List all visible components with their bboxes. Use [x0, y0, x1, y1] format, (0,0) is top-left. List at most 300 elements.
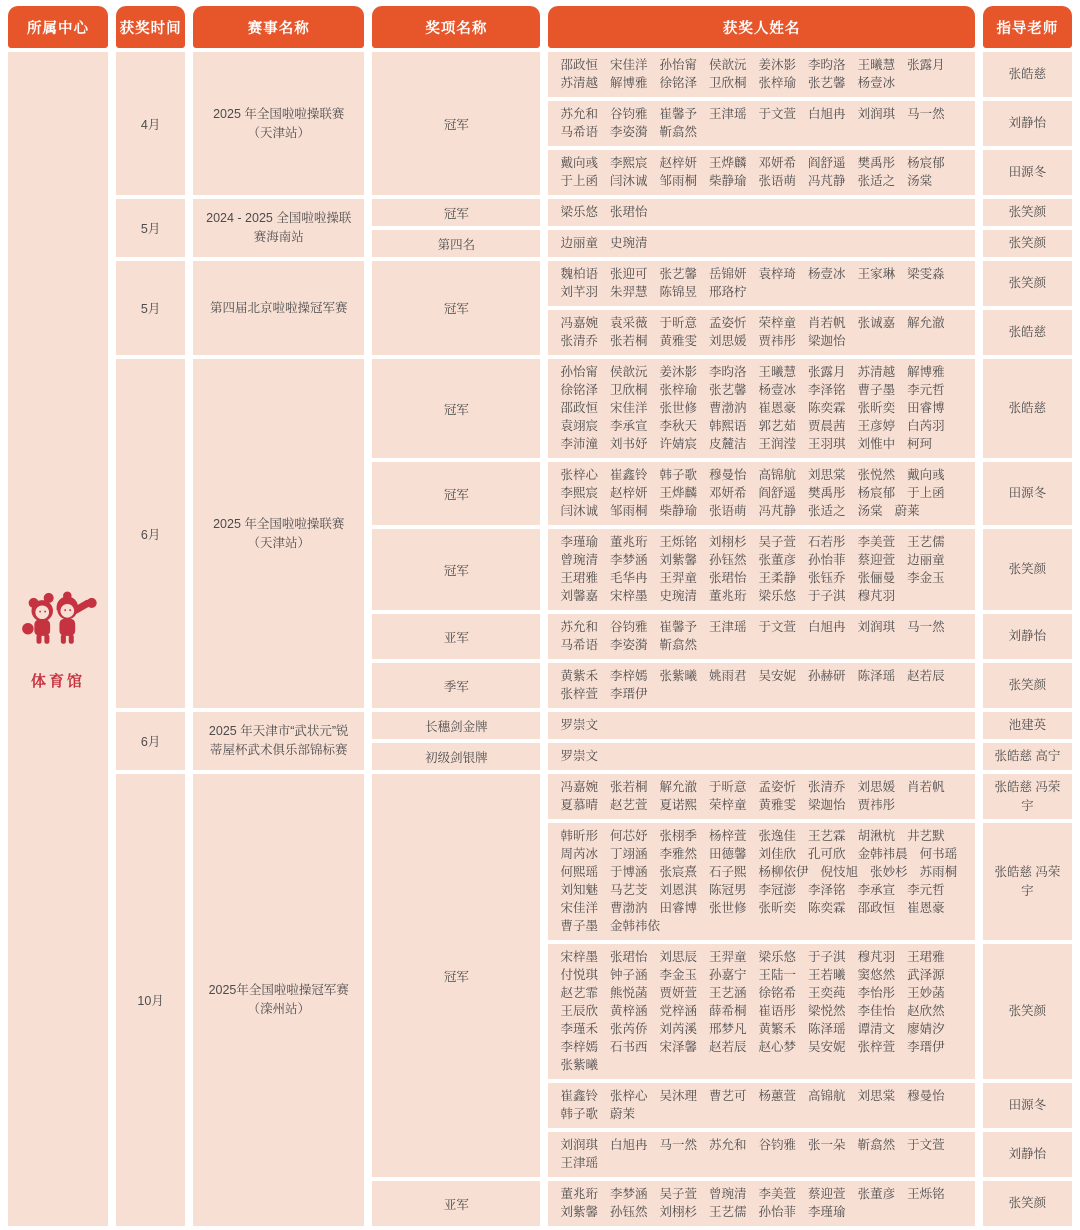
winner-name: 张世修 — [659, 401, 698, 415]
winner-name: 侯歆沅 — [709, 58, 747, 72]
results-table — [0, 2, 1080, 1230]
winner-name: 冯嘉婉 — [560, 780, 598, 794]
winner-name: 罗崇文 — [560, 718, 598, 732]
column-header-3: 赛事名称 — [193, 6, 364, 48]
winner-name: 于博涵 — [609, 865, 648, 879]
award-name-cell: 冠军 — [372, 261, 540, 355]
winner-name: 荣梓童 — [709, 798, 747, 812]
winner-name: 刘馨嘉 — [560, 589, 598, 603]
winner-name: 刘栩杉 — [659, 1205, 698, 1219]
winner-name: 李姿漪 — [609, 125, 648, 139]
winner-name: 王珺雅 — [560, 571, 598, 585]
winner-name: 付悦琪 — [560, 968, 598, 982]
winner-name: 魏柏语 — [560, 267, 598, 281]
teacher-cell: 刘静怡 — [983, 614, 1072, 659]
winner-name: 白芮羽 — [907, 419, 945, 433]
winner-name: 张悦然 — [857, 468, 896, 482]
winner-name: 徐铭泽 — [659, 76, 698, 90]
winner-name: 肖若帆 — [808, 316, 846, 330]
winner-names-cell — [548, 944, 974, 1079]
winner-name: 谷钧雅 — [609, 620, 648, 634]
winner-name: 卫欣桐 — [709, 76, 747, 90]
winner-name: 黄繁禾 — [758, 1022, 797, 1036]
winner-name: 孙嘉宁 — [709, 968, 747, 982]
winner-name: 梁乐悠 — [758, 950, 797, 964]
winner-name: 高锦航 — [758, 468, 797, 482]
winner-name: 王艺儒 — [907, 535, 945, 549]
winner-name: 田睿博 — [907, 401, 945, 415]
winner-name: 曹艺可 — [709, 1089, 747, 1103]
winner-name: 孟姿忻 — [758, 780, 797, 794]
winner-name: 张珺怡 — [609, 950, 648, 964]
winner-names-cell — [548, 199, 974, 226]
winner-name: 孙怡菲 — [758, 1205, 797, 1219]
award-name-cell: 季军 — [372, 663, 540, 708]
winner-name: 陈奕霖 — [808, 901, 846, 915]
winner-name: 于子淇 — [808, 950, 846, 964]
winner-name: 张昕奕 — [758, 901, 797, 915]
winner-name: 孙怡甯 — [659, 58, 698, 72]
winner-name: 王润滢 — [758, 437, 797, 451]
winner-name: 李梦涵 — [609, 1187, 648, 1201]
winner-name: 史琬清 — [659, 589, 698, 603]
winner-name: 王家琳 — [857, 267, 896, 281]
winner-name: 杨壹冰 — [857, 76, 896, 90]
winner-name: 李昀洛 — [709, 365, 747, 379]
award-name-cell: 初级剑银牌 — [372, 743, 540, 770]
winner-name: 刘芊羽 — [560, 285, 598, 299]
award-name-cell: 冠军 — [372, 462, 540, 525]
winner-name: 李美萱 — [758, 1187, 797, 1201]
winner-names-cell — [548, 1083, 974, 1128]
winner-name: 曹渤汭 — [709, 401, 747, 415]
winner-name: 侯歆沅 — [609, 365, 648, 379]
award-name-cell: 亚军 — [372, 614, 540, 659]
winner-name: 王津瑶 — [709, 620, 747, 634]
winner-name: 孔可欣 — [808, 847, 846, 861]
winner-name: 熊悦菡 — [609, 986, 648, 1000]
competition-name-cell: 2025 年天津市“武状元”锐蒂屋杯武术俱乐部锦标赛 — [193, 712, 364, 770]
winner-name: 张董彦 — [857, 1187, 896, 1201]
winner-name: 戴向彧 — [560, 156, 598, 170]
winner-name: 姜沐影 — [659, 365, 698, 379]
winner-name: 李元哲 — [907, 383, 945, 397]
winner-name: 张适之 — [808, 504, 846, 518]
winner-name: 王若曦 — [808, 968, 846, 982]
winner-name: 张紫曦 — [560, 1058, 598, 1072]
winner-name: 梁雯淼 — [907, 267, 945, 281]
winner-name: 王羽琪 — [808, 437, 846, 451]
winner-name: 李秋天 — [659, 419, 698, 433]
winner-name: 邵政恒 — [560, 58, 598, 72]
winner-name: 李承宣 — [609, 419, 648, 433]
table-row — [8, 199, 1072, 226]
winner-name: 李姿漪 — [609, 638, 648, 652]
winner-name: 王曦慧 — [758, 365, 797, 379]
teacher-cell: 张笑颜 — [983, 529, 1072, 610]
winner-name: 刘思棠 — [857, 1089, 896, 1103]
mascot-icon — [15, 587, 101, 662]
winner-names-cell — [548, 359, 974, 458]
winner-name: 胡湫杭 — [857, 829, 896, 843]
winner-name: 王烨麟 — [659, 486, 698, 500]
winner-name: 梁乐悠 — [758, 589, 797, 603]
award-time-cell: 5月 — [116, 261, 185, 355]
winner-name: 张露月 — [808, 365, 846, 379]
teacher-cell: 张皓慈 冯荣宇 — [983, 823, 1072, 940]
winner-name: 柯珂 — [907, 437, 933, 451]
winner-name: 张清乔 — [560, 334, 598, 348]
winner-name: 王奕莼 — [808, 986, 846, 1000]
winner-name: 张梓心 — [609, 1089, 648, 1103]
winner-name: 周芮冰 — [560, 847, 598, 861]
winner-name: 蔡迎萱 — [808, 1187, 846, 1201]
winner-name: 赵若辰 — [907, 669, 945, 683]
winner-name: 赵欣然 — [907, 1004, 945, 1018]
winner-name: 孙怡菲 — [808, 553, 846, 567]
winner-name: 柴静瑜 — [709, 174, 747, 188]
winner-name: 李昀洛 — [808, 58, 846, 72]
teacher-cell: 张笑颜 — [983, 230, 1072, 257]
winner-name: 金韩祎晨 — [857, 847, 908, 861]
winner-name: 苏允和 — [560, 107, 598, 121]
winner-name: 李冠澎 — [758, 883, 797, 897]
winner-name: 何芯妤 — [609, 829, 648, 843]
winner-name: 刘润琪 — [560, 1138, 598, 1152]
winner-name: 贾祎彤 — [857, 798, 896, 812]
column-header-4: 奖项名称 — [372, 6, 540, 48]
winner-name: 赵梓妍 — [609, 486, 648, 500]
winner-names-cell — [548, 310, 974, 355]
winner-name: 王津瑶 — [709, 107, 747, 121]
winner-names-cell — [548, 52, 974, 97]
winner-name: 吴子萱 — [758, 535, 797, 549]
table-row — [8, 359, 1072, 458]
winner-names-cell — [548, 712, 974, 739]
winner-name: 张迎可 — [609, 267, 648, 281]
winner-name: 王津瑶 — [560, 1156, 598, 1170]
winner-name: 李泽铭 — [808, 883, 846, 897]
winner-name: 杨梓萱 — [709, 829, 747, 843]
winner-name: 张露月 — [907, 58, 945, 72]
winner-name: 梁迦怡 — [808, 798, 846, 812]
winner-name: 苏允和 — [709, 1138, 747, 1152]
winner-name: 刘思棠 — [808, 468, 846, 482]
winner-name: 韩子歌 — [560, 1107, 598, 1121]
winner-name: 穆芃羽 — [857, 950, 896, 964]
table-row — [8, 774, 1072, 819]
winner-name: 李瑾瑜 — [808, 1205, 846, 1219]
winner-name: 袁梓琦 — [758, 267, 797, 281]
winner-name: 刘思辰 — [659, 950, 698, 964]
winner-name: 王柔静 — [758, 571, 797, 585]
winner-name: 邓妍希 — [758, 156, 797, 170]
table-row — [8, 712, 1072, 739]
winner-name: 王珺雅 — [907, 950, 945, 964]
winner-name: 张珺怡 — [609, 205, 648, 219]
winner-name: 张适之 — [857, 174, 896, 188]
winner-name: 宋佳洋 — [560, 901, 598, 915]
winner-name: 史琬清 — [609, 236, 648, 250]
winner-name: 张宸熹 — [659, 865, 698, 879]
winner-name: 蔚莱 — [894, 504, 920, 518]
teacher-cell: 张皓慈 高宁 — [983, 743, 1072, 770]
winner-name: 王彦婷 — [857, 419, 896, 433]
winner-name: 黄雅雯 — [659, 334, 698, 348]
teacher-cell: 张笑颜 — [983, 663, 1072, 708]
winner-name: 苏允和 — [560, 620, 598, 634]
winner-name: 靳翕然 — [857, 1138, 896, 1152]
award-name-cell: 第四名 — [372, 230, 540, 257]
winner-name: 刘紫馨 — [659, 553, 698, 567]
column-header-6: 指导老师 — [983, 6, 1072, 48]
winner-name: 曹子墨 — [857, 383, 896, 397]
winner-name: 董兆珩 — [560, 1187, 598, 1201]
winner-name: 白旭冉 — [808, 620, 846, 634]
award-name-cell: 长穗剑金牌 — [372, 712, 540, 739]
winner-names-cell — [548, 150, 974, 195]
winner-names-cell — [548, 823, 974, 940]
winner-name: 邢梦凡 — [709, 1022, 747, 1036]
winner-name: 李熙宸 — [609, 156, 648, 170]
winner-name: 张语萌 — [709, 504, 747, 518]
award-time-cell: 6月 — [116, 359, 185, 708]
winner-name: 梁悦然 — [808, 1004, 846, 1018]
winner-name: 张梓心 — [560, 468, 598, 482]
winner-name: 张诚嘉 — [857, 316, 896, 330]
winner-names-cell — [548, 1132, 974, 1177]
winner-name: 陈泽瑶 — [808, 1022, 846, 1036]
winner-name: 李瑾禾 — [560, 1022, 598, 1036]
winner-name: 穆曼怡 — [907, 1089, 945, 1103]
winner-name: 宋佳洋 — [609, 401, 648, 415]
winner-name: 解允澈 — [907, 316, 945, 330]
teacher-cell: 田源冬 — [983, 462, 1072, 525]
winner-name: 赵艺霏 — [560, 986, 598, 1000]
winner-name: 武泽源 — [907, 968, 945, 982]
competition-name-cell: 2025年全国啦啦操冠军赛（滦州站） — [193, 774, 364, 1226]
winner-name: 皮麓洁 — [709, 437, 747, 451]
winner-name: 阎舒遥 — [808, 156, 846, 170]
winner-name: 张钰乔 — [808, 571, 846, 585]
winner-names-cell — [548, 261, 974, 306]
winner-name: 杨宸郁 — [857, 486, 896, 500]
winner-name: 邹雨桐 — [659, 174, 698, 188]
winner-name: 何书瑶 — [919, 847, 958, 861]
winner-name: 樊禹彤 — [808, 486, 846, 500]
winner-name: 边丽童 — [907, 553, 945, 567]
winner-name: 马希语 — [560, 125, 598, 139]
winner-name: 王曦慧 — [857, 58, 896, 72]
winner-name: 汤棠 — [857, 504, 883, 518]
teacher-cell: 张皓慈 冯荣宇 — [983, 774, 1072, 819]
winner-name: 靳翕然 — [659, 638, 698, 652]
winner-name: 赵心梦 — [758, 1040, 797, 1054]
winner-name: 靳翕然 — [659, 125, 698, 139]
winner-name: 崔语彤 — [758, 1004, 797, 1018]
winner-name: 解博雅 — [907, 365, 945, 379]
winner-name: 刘知魅 — [560, 883, 598, 897]
winner-name: 王艺霖 — [808, 829, 846, 843]
competition-name-cell: 2025 年全国啦啦操联赛（天津站） — [193, 52, 364, 195]
winner-name: 姚雨君 — [709, 669, 747, 683]
teacher-cell: 张皓慈 — [983, 52, 1072, 97]
winner-name: 李沛潼 — [560, 437, 598, 451]
winner-name: 杨宸郁 — [907, 156, 945, 170]
winner-name: 张若桐 — [609, 334, 648, 348]
winner-name: 邓妍希 — [709, 486, 747, 500]
teacher-cell: 田源冬 — [983, 1083, 1072, 1128]
winner-name: 刘芮溪 — [659, 1022, 698, 1036]
column-header-2: 获奖时间 — [116, 6, 185, 48]
winner-name: 冯芃静 — [758, 504, 797, 518]
winner-name: 刘思媛 — [857, 780, 896, 794]
winner-name: 崔鑫铃 — [560, 1089, 598, 1103]
table-row — [8, 52, 1072, 97]
winner-name: 石书西 — [609, 1040, 648, 1054]
winner-name: 李梓嫣 — [560, 1040, 598, 1054]
winner-name: 张紫曦 — [659, 669, 698, 683]
winner-name: 宋泽馨 — [659, 1040, 698, 1054]
winner-name: 马希语 — [560, 638, 598, 652]
winner-name: 孙钰然 — [609, 1205, 648, 1219]
winner-name: 张艺馨 — [808, 76, 846, 90]
winner-name: 黄梓涵 — [609, 1004, 648, 1018]
winner-name: 白旭冉 — [609, 1138, 648, 1152]
winner-name: 蔡迎萱 — [857, 553, 896, 567]
winner-name: 吴沐理 — [659, 1089, 698, 1103]
winner-name: 韩子歌 — [659, 468, 698, 482]
winner-name: 穆曼怡 — [709, 468, 747, 482]
award-time-cell: 6月 — [116, 712, 185, 770]
winner-name: 曹渤汭 — [609, 901, 648, 915]
winner-name: 马一然 — [659, 1138, 698, 1152]
winner-name: 贾晨茜 — [808, 419, 846, 433]
winner-name: 李金玉 — [659, 968, 698, 982]
winner-name: 许婧宸 — [659, 437, 698, 451]
winner-name: 马艺芠 — [609, 883, 648, 897]
winner-name: 于上函 — [560, 174, 598, 188]
winner-name: 李瑨伊 — [609, 687, 648, 701]
winner-name: 梁迦怡 — [808, 334, 846, 348]
winner-name: 陈锦昱 — [659, 285, 698, 299]
winner-name: 李梓嫣 — [609, 669, 648, 683]
competition-name-cell: 2025 年全国啦啦操联赛（天津站） — [193, 359, 364, 708]
teacher-cell: 张皓慈 — [983, 310, 1072, 355]
teacher-cell: 张皓慈 — [983, 359, 1072, 458]
winner-name: 贾祎彤 — [758, 334, 797, 348]
table-row — [8, 261, 1072, 306]
winner-name: 张艺馨 — [709, 383, 747, 397]
winner-name: 石若彤 — [808, 535, 846, 549]
winner-name: 岳锦妍 — [709, 267, 747, 281]
center-label: 体育馆 — [31, 673, 86, 690]
winner-name: 黄雅雯 — [758, 798, 797, 812]
winner-name: 谷钧雅 — [758, 1138, 797, 1152]
award-name-cell: 冠军 — [372, 774, 540, 1177]
column-header-5: 获奖人姓名 — [548, 6, 974, 48]
teacher-cell: 刘静怡 — [983, 101, 1072, 146]
winner-name: 谭清文 — [857, 1022, 896, 1036]
award-name-cell: 冠军 — [372, 529, 540, 610]
winner-name: 刘佳欣 — [758, 847, 797, 861]
winner-name: 杨蕙萱 — [758, 1089, 797, 1103]
winner-names-cell — [548, 101, 974, 146]
winner-name: 宋佳洋 — [609, 58, 648, 72]
center-cell — [8, 52, 108, 1226]
winner-name: 张逸佳 — [758, 829, 797, 843]
winner-name: 金韩祎依 — [609, 919, 660, 933]
winner-name: 刘润琪 — [857, 620, 896, 634]
competition-name-cell: 2024 - 2025 全国啦啦操联赛海南站 — [193, 199, 364, 257]
winner-name: 钟子涵 — [609, 968, 648, 982]
winner-name: 宋梓墨 — [560, 950, 598, 964]
winner-name: 张世修 — [709, 901, 747, 915]
winner-name: 刘恩淇 — [659, 883, 698, 897]
winner-name: 张芮侨 — [609, 1022, 648, 1036]
winner-name: 蔚茉 — [609, 1107, 635, 1121]
winner-name: 李金玉 — [907, 571, 945, 585]
winner-name: 于文萱 — [758, 620, 797, 634]
winner-name: 刘润琪 — [857, 107, 896, 121]
winner-name: 徐铭泽 — [560, 383, 598, 397]
winner-name: 刘栩杉 — [709, 535, 747, 549]
winner-name: 袁翊宸 — [560, 419, 598, 433]
winner-name: 王羿童 — [659, 571, 698, 585]
winner-name: 张栩季 — [659, 829, 698, 843]
winner-names-cell — [548, 529, 974, 610]
winner-name: 崔恩豪 — [907, 901, 945, 915]
winner-name: 杨壹冰 — [758, 383, 797, 397]
winner-name: 刘紫馨 — [560, 1205, 598, 1219]
winner-name: 于文萱 — [907, 1138, 945, 1152]
winner-name: 冯嘉婉 — [560, 316, 598, 330]
winner-name: 毛华冉 — [609, 571, 648, 585]
winner-name: 樊禹彤 — [857, 156, 896, 170]
winner-name: 刘书妤 — [609, 437, 648, 451]
winner-name: 李雅然 — [659, 847, 698, 861]
winner-name: 韩昕形 — [560, 829, 598, 843]
winner-name: 田睿博 — [659, 901, 698, 915]
winner-name: 于昕意 — [659, 316, 698, 330]
winner-name: 张昕奕 — [857, 401, 896, 415]
winner-name: 李佳怡 — [857, 1004, 896, 1018]
winner-name: 崔馨予 — [659, 620, 698, 634]
winner-name: 赵梓妍 — [659, 156, 698, 170]
winner-name: 邵政恒 — [857, 901, 896, 915]
winner-name: 李梦涵 — [609, 553, 648, 567]
winner-name: 苏清越 — [857, 365, 896, 379]
winner-name: 党梓涵 — [659, 1004, 698, 1018]
winner-name: 夏诺熙 — [659, 798, 698, 812]
winner-name: 罗崇文 — [560, 749, 598, 763]
winner-names-cell — [548, 230, 974, 257]
winner-name: 曾琬清 — [560, 553, 598, 567]
winner-name: 肖若帆 — [907, 780, 945, 794]
winner-name: 吴安妮 — [808, 1040, 846, 1054]
winner-name: 陈奕霖 — [808, 401, 846, 415]
winner-name: 闫沐诚 — [560, 504, 598, 518]
winner-name: 邹雨桐 — [609, 504, 648, 518]
winner-names-cell — [548, 1181, 974, 1226]
winner-name: 解博雅 — [609, 76, 648, 90]
winner-name: 石子熙 — [709, 865, 747, 879]
winner-name: 谷钧雅 — [609, 107, 648, 121]
column-header-1: 所属中心 — [8, 6, 108, 48]
winner-name: 马一然 — [907, 620, 945, 634]
winner-name: 曾琬清 — [709, 1187, 747, 1201]
winner-name: 李元哲 — [907, 883, 945, 897]
